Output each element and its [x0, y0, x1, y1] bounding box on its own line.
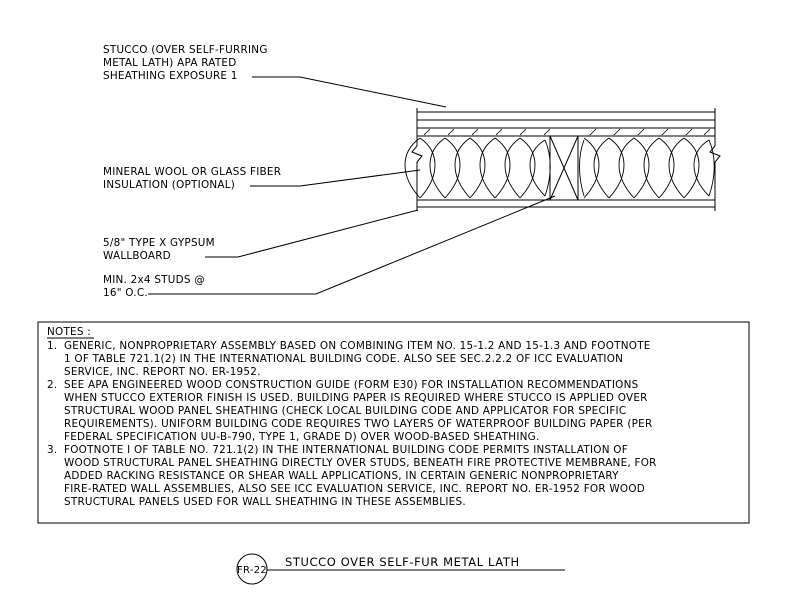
callout-stucco-line-1: STUCCO (OVER SELF-FURRING — [103, 44, 268, 56]
note-line: FIRE-RATED WALL ASSEMBLIES, ALSO SEE ICC EVALUATION SERVICE, INC. REPORT NO. ER-1952 FOR WOOD — [64, 483, 646, 495]
detail-title: STUCCO OVER SELF-FUR METAL LATH — [285, 555, 520, 569]
note-line: STRUCTURAL WOOD PANEL SHEATHING (CHECK LOCAL BUILDING CODE AND APPLICATOR FOR SPECIFIC — [64, 405, 627, 417]
callout-stucco — [103, 44, 268, 82]
callout-insulation-line-1: MINERAL WOOL OR GLASS FIBER — [103, 166, 282, 178]
callout-insulation-line-2: INSULATION (OPTIONAL) — [103, 179, 236, 191]
note-line: WHEN STUCCO EXTERIOR FINISH IS USED. BUILDING PAPER IS REQUIRED WHERE STUCCO IS APPLIED OVER — [64, 392, 648, 404]
note-line: 1 OF TABLE 721.1(2) IN THE INTERNATIONAL BUILDING CODE. ALSO SEE SEC.2.2.2 OF ICC EVALUATION — [64, 353, 624, 365]
note-line: REQUIREMENTS). UNIFORM BUILDING CODE REQUIRES TWO LAYERS OF WATERPROOF BUILDING PAPER (PER — [64, 418, 653, 430]
callout-stucco-line-2: METAL LATH) APA RATED — [103, 57, 237, 69]
notes-heading: NOTES : — [47, 326, 92, 338]
note-line: STRUCTURAL PANELS USED FOR WALL SHEATHING IN THESE ASSEMBLIES. — [64, 496, 466, 508]
callout-gypsum-line-2: WALLBOARD — [103, 250, 171, 262]
note-line: ADDED RACKING RESISTANCE OR SHEAR WALL APPLICATIONS, IN CERTAIN GENERIC NONPROPRIETARY — [64, 470, 619, 482]
note-line: SEE APA ENGINEERED WOOD CONSTRUCTION GUIDE (FORM E30) FOR INSTALLATION RECOMMENDATIONS — [64, 379, 639, 391]
note-line: SERVICE, INC. REPORT NO. ER-1952. — [64, 366, 261, 378]
note-number: 2. — [47, 379, 58, 391]
note-line: GENERIC, NONPROPRIETARY ASSEMBLY BASED ON COMBINING ITEM NO. 15-1.2 AND 15-1.3 AND FOOTNOTE — [64, 340, 651, 352]
callout-stucco-line-3: SHEATHING EXPOSURE 1 — [103, 70, 238, 82]
callout-insulation — [103, 166, 281, 191]
callout-studs — [103, 274, 205, 299]
note-number: 1. — [47, 340, 58, 352]
callout-gypsum-line-1: 5/8" TYPE X GYPSUM — [103, 237, 215, 249]
callout-gypsum — [103, 237, 215, 262]
break-line-left — [412, 108, 422, 211]
break-line-right — [710, 108, 720, 211]
insulation-left — [405, 138, 550, 198]
note-line: FOOTNOTE I OF TABLE NO. 721.1(2) IN THE INTERNATIONAL BUILDING CODE PERMITS INSTALLATION OF — [64, 444, 628, 456]
callout-studs-line-1: MIN. 2x4 STUDS @ — [103, 274, 205, 286]
notes-list — [47, 340, 657, 508]
sheathing-hatch — [424, 129, 710, 135]
detail-tag: FR-22 — [237, 565, 267, 576]
leader-gypsum — [205, 210, 418, 257]
callout-studs-line-2: 16" O.C. — [103, 287, 148, 299]
note-number: 3. — [47, 444, 58, 456]
detail-title-block — [237, 554, 565, 584]
insulation-right — [580, 138, 715, 198]
leader-stucco — [252, 77, 446, 107]
wall-section — [405, 108, 720, 211]
note-line: WOOD STRUCTURAL PANEL SHEATHING DIRECTLY OVER STUDS, BENEATH FIRE PROTECTIVE MEMBRANE, FOR — [64, 457, 657, 469]
note-line: FEDERAL SPECIFICATION UU-B-790, TYPE 1, GRADE D) OVER WOOD-BASED SHEATHING. — [64, 431, 540, 443]
